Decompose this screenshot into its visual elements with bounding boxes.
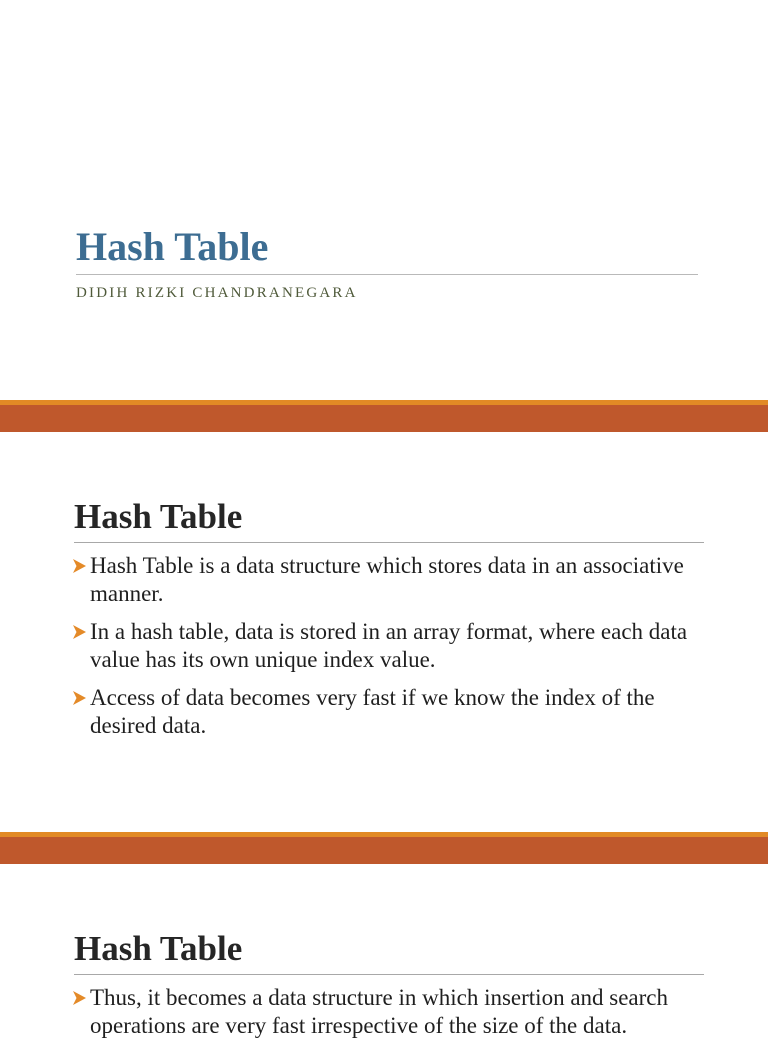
bullet-list <box>72 984 712 1050</box>
slide-title: Hash Table <box>74 929 243 968</box>
bullet-item <box>72 684 712 740</box>
cover-title: Hash Table <box>76 224 269 269</box>
bullet-item <box>72 618 712 674</box>
slide-title-rule <box>74 542 704 543</box>
bullet-list <box>72 552 712 750</box>
slide-separator <box>0 400 768 432</box>
slide-separator <box>0 832 768 864</box>
bullet-text: In a hash table, data is stored in an array format, where each data value has its own unique index value. <box>90 619 688 672</box>
cover-subtitle: DIDIH RIZKI CHANDRANEGARA <box>76 285 358 301</box>
slide-title: Hash Table <box>74 497 243 536</box>
bullet-text: Hash Table is a data structure which stores data in an associative manner. <box>90 553 684 606</box>
slide-title-rule <box>74 974 704 975</box>
arrowhead-bullet-icon <box>72 624 87 640</box>
arrowhead-bullet-icon <box>72 990 87 1006</box>
arrowhead-bullet-icon <box>72 558 87 574</box>
bullet-text: Thus, it becomes a data structure in which insertion and search operations are very fast irrespective of the size of the data. <box>90 985 669 1038</box>
cover-title-rule <box>76 274 698 275</box>
bullet-text: Access of data becomes very fast if we know the index of the desired data. <box>90 685 655 738</box>
slide-3 <box>0 864 768 1038</box>
bullet-item <box>72 984 712 1040</box>
slide-2 <box>0 432 768 832</box>
arrowhead-bullet-icon <box>72 690 87 706</box>
slide-cover <box>0 0 768 400</box>
bullet-item <box>72 552 712 608</box>
